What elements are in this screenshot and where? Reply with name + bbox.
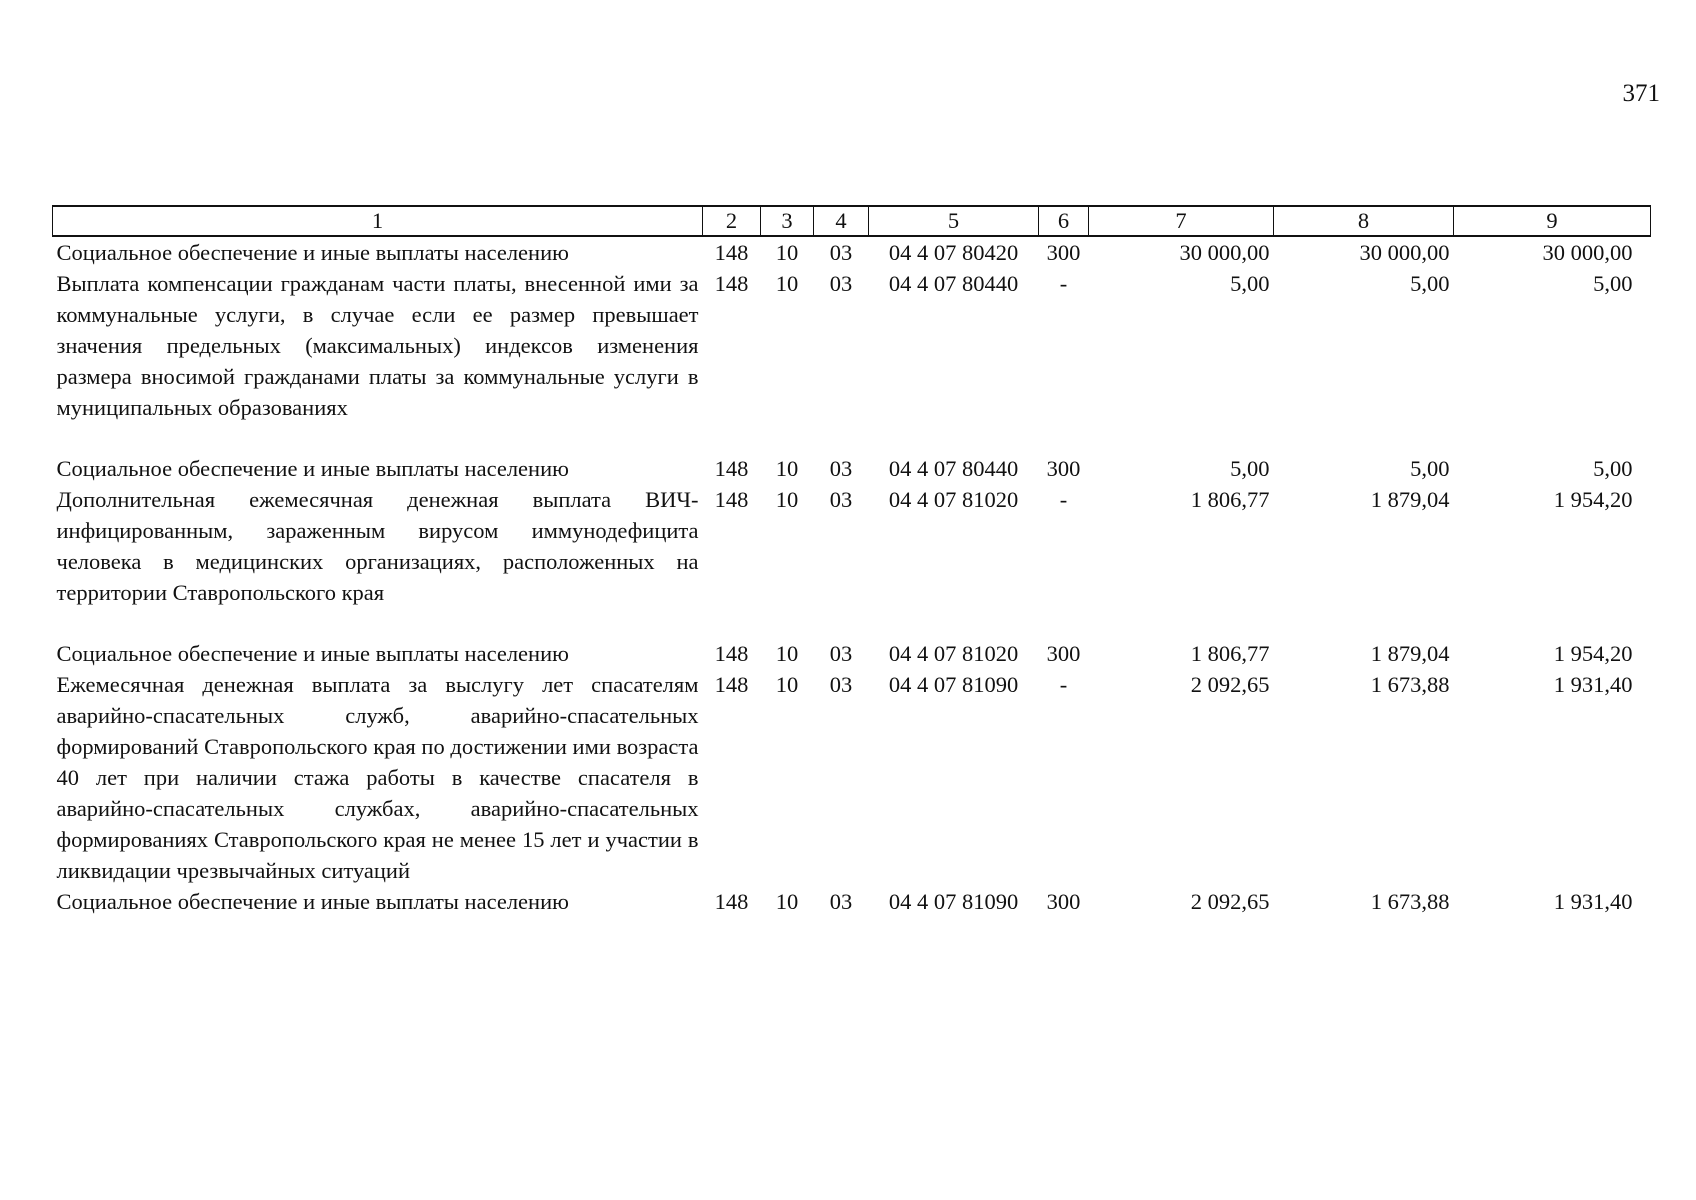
amount-col-7: 1 806,77 — [1190, 641, 1270, 666]
header-row — [53, 206, 1651, 236]
amount-col-7: 5,00 — [1230, 456, 1270, 481]
amount-col-8: 5,00 — [1410, 271, 1450, 296]
target-code: 04 4 07 81020 — [888, 641, 1019, 666]
amount-col-7: 2 092,65 — [1190, 672, 1270, 697]
amount-col-8: 1 879,04 — [1370, 487, 1450, 512]
subsection-code: 03 — [829, 889, 853, 914]
amount-col-9: 1 954,20 — [1553, 641, 1633, 666]
target-code: 04 4 07 81090 — [888, 889, 1019, 914]
subsection-code: 03 — [829, 271, 853, 296]
section-code: 10 — [775, 889, 799, 914]
table-row — [53, 268, 1651, 423]
table-row — [53, 669, 1651, 886]
expense-type-code: 300 — [1046, 641, 1081, 666]
subsection-code: 03 — [829, 672, 853, 697]
section-code: 10 — [775, 271, 799, 296]
column-header-1: 1 — [53, 206, 703, 236]
column-header-3: 3 — [761, 206, 814, 236]
section-code: 10 — [775, 641, 799, 666]
row-name: Социальное обеспечение и иные выплаты населению — [56, 641, 569, 666]
column-header-6: 6 — [1039, 206, 1089, 236]
column-header-8: 8 — [1274, 206, 1454, 236]
target-code: 04 4 07 80440 — [888, 456, 1019, 481]
page-number: 371 — [1622, 80, 1660, 107]
column-header-4: 4 — [814, 206, 869, 236]
amount-col-7: 1 806,77 — [1190, 487, 1270, 512]
table-row — [53, 484, 1651, 608]
subsection-code: 03 — [829, 641, 853, 666]
table-row — [53, 886, 1651, 917]
amount-col-7: 5,00 — [1230, 271, 1270, 296]
target-code: 04 4 07 80420 — [888, 240, 1019, 265]
amount-col-9: 5,00 — [1593, 456, 1633, 481]
table-body — [53, 236, 1651, 917]
amount-col-8: 5,00 — [1410, 456, 1450, 481]
amount-col-9: 5,00 — [1593, 271, 1633, 296]
column-header-7: 7 — [1089, 206, 1274, 236]
section-code: 10 — [775, 487, 799, 512]
column-header-2: 2 — [703, 206, 761, 236]
admin-code: 148 — [714, 641, 749, 666]
expense-type-code: - — [1059, 487, 1068, 512]
expense-type-code: 300 — [1046, 889, 1081, 914]
expense-type-code: - — [1059, 672, 1068, 697]
row-name: Ежемесячная денежная выплата за выслугу лет спасателям аварийно-спасательных служб, аварийно-спасательных формирований Ставропольского края по достижении ими возраста 40 лет при наличии стажа работы в качестве спасателя в аварийно-спасательных службах, аварийно-спасательных формированиях Ставропольского края не менее 15 лет и участии в ликвидации чрезвычайных ситуаций — [56, 672, 699, 883]
admin-code: 148 — [714, 889, 749, 914]
amount-col-8: 1 879,04 — [1370, 641, 1450, 666]
target-code: 04 4 07 81020 — [888, 487, 1019, 512]
column-header-5: 5 — [869, 206, 1039, 236]
row-name: Социальное обеспечение и иные выплаты населению — [56, 456, 569, 481]
amount-col-9: 1 954,20 — [1553, 487, 1633, 512]
amount-col-9: 1 931,40 — [1553, 889, 1633, 914]
target-code: 04 4 07 81090 — [888, 672, 1019, 697]
table-row — [53, 236, 1651, 268]
row-name: Социальное обеспечение и иные выплаты населению — [56, 889, 569, 914]
spacer-cell — [53, 423, 1651, 453]
column-header-9: 9 — [1454, 206, 1651, 236]
section-code: 10 — [775, 456, 799, 481]
amount-col-9: 30 000,00 — [1542, 240, 1633, 265]
amount-col-9: 1 931,40 — [1553, 672, 1633, 697]
spacer-cell — [53, 608, 1651, 638]
admin-code: 148 — [714, 456, 749, 481]
table-row — [53, 453, 1651, 484]
admin-code: 148 — [714, 487, 749, 512]
subsection-code: 03 — [829, 240, 853, 265]
expense-type-code: 300 — [1046, 240, 1081, 265]
subsection-code: 03 — [829, 456, 853, 481]
expense-type-code: - — [1059, 271, 1068, 296]
amount-col-8: 1 673,88 — [1370, 889, 1450, 914]
table-row — [53, 638, 1651, 669]
row-name: Дополнительная ежемесячная денежная выплата ВИЧ-инфицированным, зараженным вирусом иммунодефицита человека в медицинских организациях, расположенных на территории Ставропольского края — [56, 487, 699, 605]
admin-code: 148 — [714, 271, 749, 296]
row-name: Социальное обеспечение и иные выплаты населению — [56, 240, 569, 265]
section-code: 10 — [775, 240, 799, 265]
amount-col-8: 30 000,00 — [1359, 240, 1450, 265]
section-code: 10 — [775, 672, 799, 697]
table-header — [53, 206, 1651, 236]
subsection-code: 03 — [829, 487, 853, 512]
admin-code: 148 — [714, 240, 749, 265]
admin-code: 148 — [714, 672, 749, 697]
row-spacer — [53, 423, 1651, 453]
amount-col-8: 1 673,88 — [1370, 672, 1450, 697]
budget-table — [52, 205, 1651, 917]
row-spacer — [53, 608, 1651, 638]
amount-col-7: 2 092,65 — [1190, 889, 1270, 914]
amount-col-7: 30 000,00 — [1179, 240, 1270, 265]
target-code: 04 4 07 80440 — [888, 271, 1019, 296]
row-name: Выплата компенсации гражданам части платы, внесенной ими за коммунальные услуги, в случае если ее размер превышает значения предельных (максимальных) индексов изменения размера вносимой гражданами платы за коммунальные услуги в муниципальных образованиях — [56, 271, 699, 420]
expense-type-code: 300 — [1046, 456, 1081, 481]
